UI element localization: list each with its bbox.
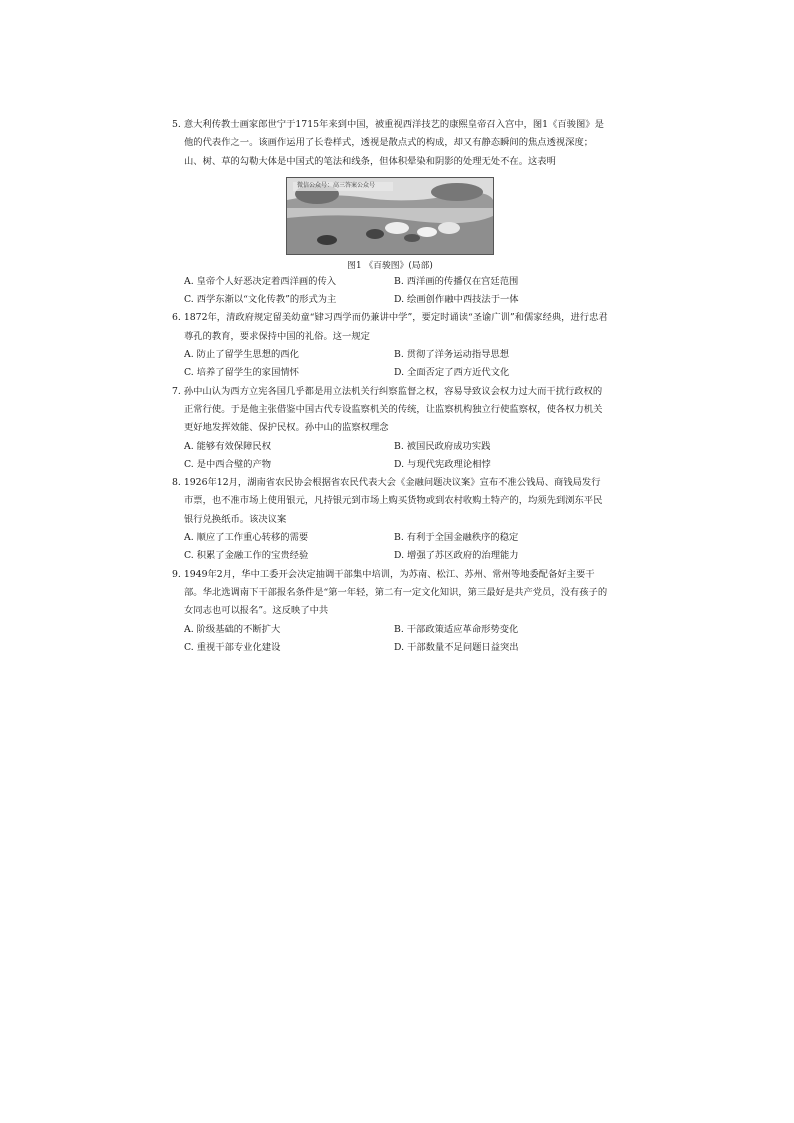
answer-options xyxy=(172,346,608,383)
option-a: A. 阶级基础的不断扩大 xyxy=(184,623,281,635)
option-a: A. 能够有效保障民权 xyxy=(184,440,271,452)
painting-watermark: 微信公众号：高三答案公众号 xyxy=(297,181,376,189)
option-b: B. 干部政策适应革命形势变化 xyxy=(394,623,519,635)
answer-options xyxy=(172,273,608,310)
question-9 xyxy=(172,566,608,657)
question-stem: 7. 孙中山认为西方立宪各国几乎都是用立法机关行纠察监督之权，容易导致议会权力过大而干扰行政权的正常行使。于是他主张借鉴中国古代专设监察机关的传统，让监察机构独立行使监察权，使各权力机关更好地发挥效能、保护民权。孙中山的监察权理念 xyxy=(172,385,603,434)
question-5 xyxy=(172,116,608,309)
answer-options xyxy=(172,621,608,658)
answer-options xyxy=(172,529,608,566)
question-8 xyxy=(172,474,608,565)
option-b: B. 被国民政府成功实践 xyxy=(394,440,491,452)
question-stem: 8. 1926年12月，湖南省农民协会根据省农民代表大会《金融问题决议案》宣布不准公钱局、商钱局发行市票，也不准市场上使用银元，凡持银元到市场上购买货物或到农村收购土特产的，均须先到浏东平民银行兑换纸币。该决议案 xyxy=(172,477,603,525)
question-stem: 6. 1872年，清政府规定留美幼童“肄习西学而仍兼讲中学”，要定时诵读“圣谕广训”和儒家经典，进行忠君尊孔的教育，要求保持中国的礼俗。这一规定 xyxy=(172,312,608,342)
figure-1 xyxy=(172,177,608,273)
option-d: D. 干部数量不足问题日益突出 xyxy=(394,641,519,653)
option-d: D. 绘画创作融中西技法于一体 xyxy=(394,294,519,306)
option-b: B. 贯彻了洋务运动指导思想 xyxy=(394,349,510,361)
horse-painting-image xyxy=(286,177,494,255)
question-stem: 9. 1949年2月，华中工委开会决定抽调干部集中培训，为苏南、松江、苏州、常州等地委配备好主要干部。华北选调南下干部报名条件是“第一年轻，第二有一定文化知识，第三最好是共产党员，没有孩子的女同志也可以报名”。这反映了中共 xyxy=(172,568,608,617)
question-stem: 5. 意大利传教士画家郎世宁于1715年来到中国，被重视西洋技艺的康熙皇帝召入宫中，图1《百骏图》是他的代表作之一。该画作运用了长卷样式，透视是散点式的构成，却又有静态瞬间的焦点透视深度；山、树、草的勾勒大体是中国式的笔法和线条，但体积晕染和阴影的处理无处不在。这表明 xyxy=(172,119,604,167)
option-c: C. 重视干部专业化建设 xyxy=(184,641,281,653)
option-c: C. 培养了留学生的家国情怀 xyxy=(184,367,299,379)
question-list xyxy=(172,116,608,657)
option-c: C. 是中西合璧的产物 xyxy=(184,458,272,470)
option-a: A. 皇帝个人好恶决定着西洋画的传入 xyxy=(184,275,337,287)
option-a: A. 顺应了工作重心转移的需要 xyxy=(184,532,309,544)
figure-caption: 图1 《百骏图》(局部) xyxy=(347,260,433,271)
answer-options xyxy=(172,438,608,475)
option-a: A. 防止了留学生思想的西化 xyxy=(184,349,299,361)
option-d: D. 增强了苏区政府的治理能力 xyxy=(394,550,519,562)
option-b: B. 西洋画的传播仅在宫廷范围 xyxy=(394,275,519,287)
option-c: C. 西学东渐以“文化传教”的形式为主 xyxy=(184,294,337,306)
question-7 xyxy=(172,383,608,474)
option-d: D. 全面否定了西方近代文化 xyxy=(394,367,510,379)
question-6 xyxy=(172,309,608,382)
option-c: C. 积累了金融工作的宝贵经验 xyxy=(184,550,309,562)
option-d: D. 与现代宪政理论相悖 xyxy=(394,458,491,470)
option-b: B. 有利于全国金融秩序的稳定 xyxy=(394,532,519,544)
